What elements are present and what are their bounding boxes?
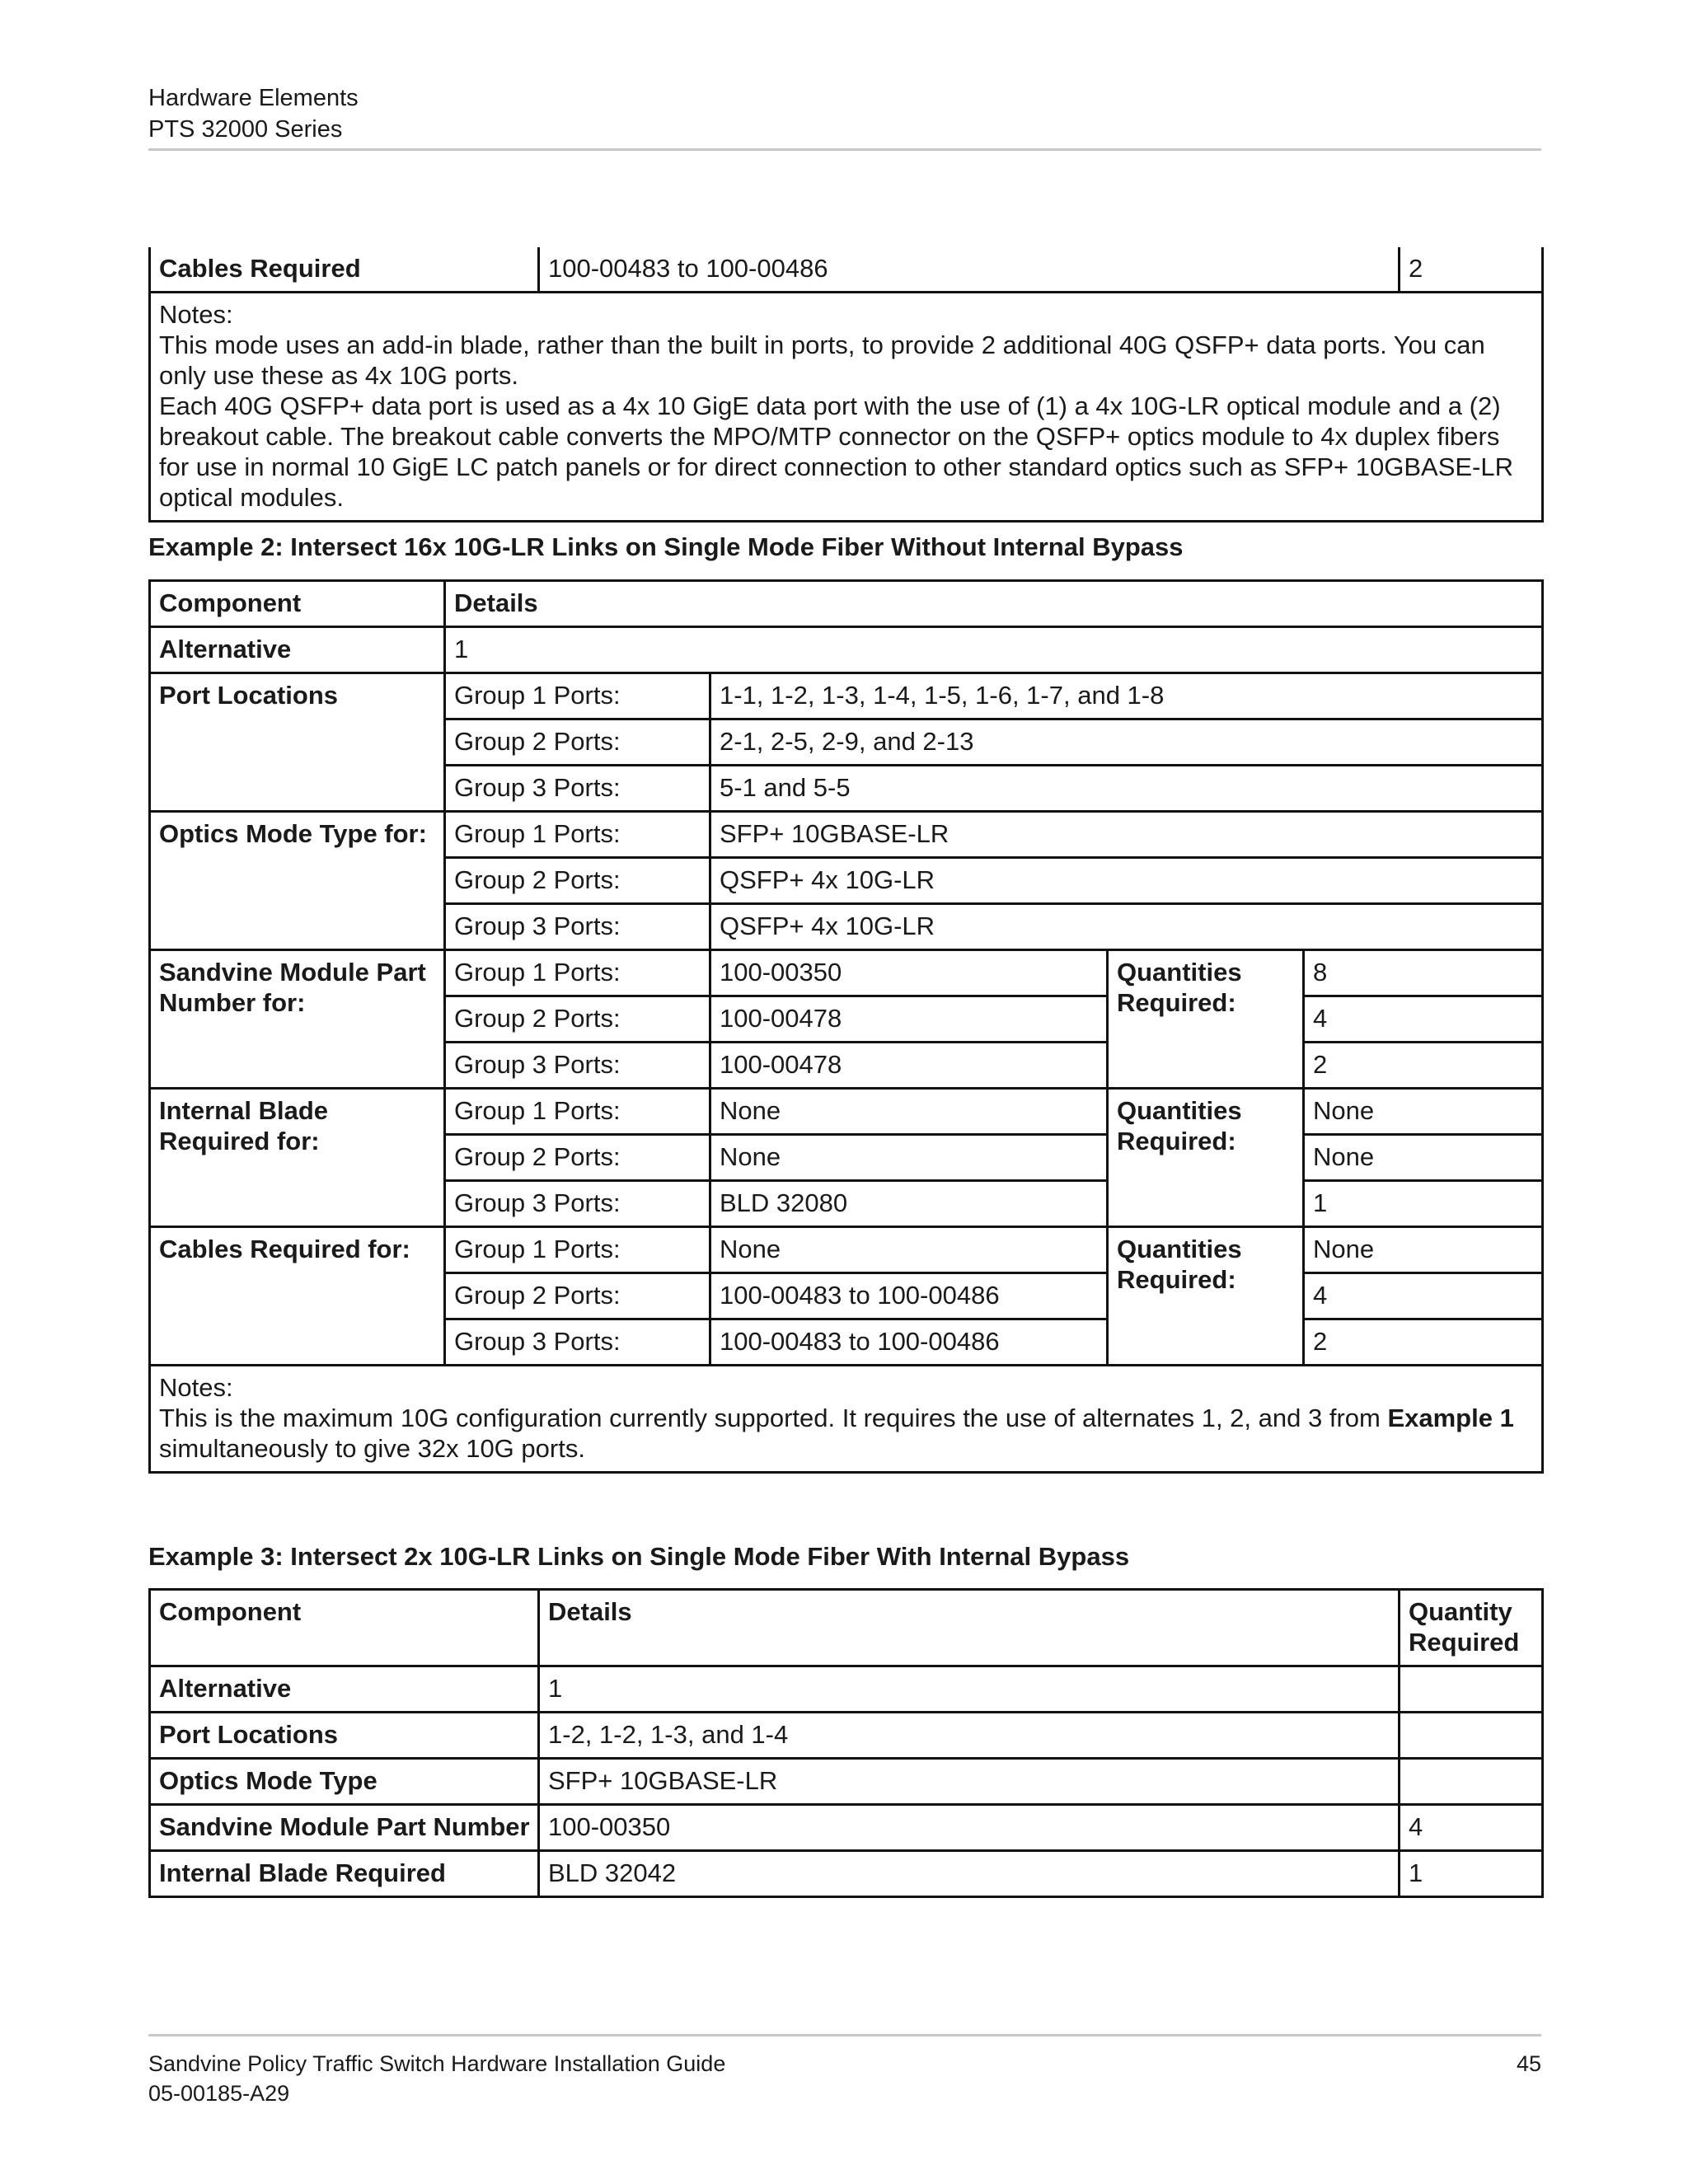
row-label: Internal Blade Required — [150, 1851, 539, 1897]
cables-qty: 4 — [1304, 1273, 1543, 1319]
cables-required-qty: 2 — [1400, 247, 1543, 293]
example3-table — [148, 1588, 1544, 1898]
table-row — [150, 1759, 1543, 1805]
optics-value: QSFP+ 4x 10G-LR — [710, 858, 1543, 904]
quantities-required-label: Quantities Required: — [1108, 1227, 1304, 1366]
group-label: Group 1 Ports: — [445, 673, 710, 719]
row-label: Sandvine Module Part Number — [150, 1805, 539, 1851]
table-row — [150, 1805, 1543, 1851]
blade-qty: None — [1304, 1135, 1543, 1181]
table-row — [150, 247, 1543, 293]
cables-qty: None — [1304, 1227, 1543, 1273]
column-header-details: Details — [445, 581, 1543, 627]
cables-qty: 2 — [1304, 1319, 1543, 1366]
table-row — [150, 293, 1543, 522]
page-number: 45 — [1516, 2051, 1541, 2076]
example1-continuation-table — [148, 247, 1544, 523]
footer-doc-number: 05-00185-A29 — [148, 2081, 290, 2106]
row-label: Alternative — [150, 1666, 539, 1713]
row-label: Port Locations — [150, 1713, 539, 1759]
row-label-alternative: Alternative — [150, 627, 445, 673]
table-header-row — [150, 581, 1543, 627]
example1-reference: Example 1 — [1387, 1404, 1514, 1432]
cables-value: 100-00483 to 100-00486 — [710, 1273, 1108, 1319]
cables-value: None — [710, 1227, 1108, 1273]
group-label: Group 3 Ports: — [445, 1319, 710, 1366]
table-row — [150, 1713, 1543, 1759]
quantities-required-label: Quantities Required: — [1108, 1089, 1304, 1227]
row-value: BLD 32042 — [539, 1851, 1400, 1897]
blade-qty: 1 — [1304, 1181, 1543, 1227]
notes-cell — [150, 1366, 1543, 1473]
group-label: Group 1 Ports: — [445, 950, 710, 996]
group-label: Group 3 Ports: — [445, 766, 710, 812]
header-divider — [148, 148, 1541, 151]
group-label: Group 2 Ports: — [445, 858, 710, 904]
port-locations-value: 5-1 and 5-5 — [710, 766, 1543, 812]
module-value: 100-00478 — [710, 996, 1108, 1043]
port-locations-value: 1-1, 1-2, 1-3, 1-4, 1-5, 1-6, 1-7, and 1-8 — [710, 673, 1543, 719]
group-label: Group 3 Ports: — [445, 1043, 710, 1089]
table-header-row — [150, 1590, 1543, 1666]
row-value: SFP+ 10GBASE-LR — [539, 1759, 1400, 1805]
table-row — [150, 950, 1543, 996]
column-header-component: Component — [150, 1590, 539, 1666]
row-label-optics-mode: Optics Mode Type for: — [150, 812, 445, 950]
group-label: Group 1 Ports: — [445, 812, 710, 858]
group-label: Group 2 Ports: — [445, 996, 710, 1043]
row-value: 100-00350 — [539, 1805, 1400, 1851]
module-qty: 2 — [1304, 1043, 1543, 1089]
table-row — [150, 1851, 1543, 1897]
group-label: Group 1 Ports: — [445, 1227, 710, 1273]
blade-qty: None — [1304, 1089, 1543, 1135]
blade-value: None — [710, 1135, 1108, 1181]
row-label-cables-required: Cables Required for: — [150, 1227, 445, 1366]
table-row — [150, 1089, 1543, 1135]
row-label-port-locations: Port Locations — [150, 673, 445, 812]
page-header — [148, 82, 1541, 145]
module-qty: 4 — [1304, 996, 1543, 1043]
notes-label: Notes: — [159, 1373, 233, 1402]
quantities-required-label: Quantities Required: — [1108, 950, 1304, 1089]
group-label: Group 3 Ports: — [445, 1181, 710, 1227]
notes-paragraph — [159, 1403, 1535, 1464]
row-label-module-part-number: Sandvine Module Part Number for: — [150, 950, 445, 1089]
optics-value: QSFP+ 4x 10G-LR — [710, 904, 1543, 950]
group-label: Group 1 Ports: — [445, 1089, 710, 1135]
row-label: Optics Mode Type — [150, 1759, 539, 1805]
notes-cell — [150, 293, 1543, 522]
table-row — [150, 1366, 1543, 1473]
header-product-series: PTS 32000 Series — [148, 116, 343, 143]
notes-paragraph: Each 40G QSFP+ data port is used as a 4x 10 GigE data port with the use of (1) a 4x 10G-LR optical module and a (2) breakout cable. The breakout cable converts the MPO/MTP connector on the QSFP+ optics module to 4x duplex fibers for use in normal 10 GigE LC patch panels or for direct connection to other standard optics such as SFP+ 10GBASE-LR optical modules. — [159, 391, 1513, 512]
row-qty — [1400, 1759, 1543, 1805]
page-footer — [148, 2049, 1541, 2108]
cables-value: 100-00483 to 100-00486 — [710, 1319, 1108, 1366]
group-label: Group 2 Ports: — [445, 1273, 710, 1319]
row-value: 1 — [539, 1666, 1400, 1713]
row-label-internal-blade: Internal Blade Required for: — [150, 1089, 445, 1227]
table-row — [150, 1227, 1543, 1273]
row-qty — [1400, 1713, 1543, 1759]
table-row — [150, 1666, 1543, 1713]
notes-text: This is the maximum 10G configuration currently supported. It requires the use of alternates 1, 2, and 3 from — [159, 1404, 1388, 1432]
row-qty: 4 — [1400, 1805, 1543, 1851]
port-locations-value: 2-1, 2-5, 2-9, and 2-13 — [710, 719, 1543, 766]
module-value: 100-00478 — [710, 1043, 1108, 1089]
column-header-quantity: Quantity Required — [1400, 1590, 1543, 1666]
table-row — [150, 673, 1543, 719]
footer-guide-title: Sandvine Policy Traffic Switch Hardware Installation Guide — [148, 2051, 726, 2076]
row-qty — [1400, 1666, 1543, 1713]
notes-text: simultaneously to give 32x 10G ports. — [159, 1434, 585, 1463]
example2-table — [148, 579, 1544, 1474]
group-label: Group 2 Ports: — [445, 1135, 710, 1181]
footer-divider — [148, 2034, 1541, 2036]
row-value: 1-2, 1-2, 1-3, and 1-4 — [539, 1713, 1400, 1759]
alternative-value: 1 — [445, 627, 1543, 673]
module-value: 100-00350 — [710, 950, 1108, 996]
cables-required-value: 100-00483 to 100-00486 — [539, 247, 1400, 293]
column-header-component: Component — [150, 581, 445, 627]
example3-heading: Example 3: Intersect 2x 10G-LR Links on Single Mode Fiber With Internal Bypass — [148, 1542, 1130, 1571]
row-qty: 1 — [1400, 1851, 1543, 1897]
optics-value: SFP+ 10GBASE-LR — [710, 812, 1543, 858]
module-qty: 8 — [1304, 950, 1543, 996]
column-header-details: Details — [539, 1590, 1400, 1666]
notes-label: Notes: — [159, 300, 233, 329]
table-row — [150, 812, 1543, 858]
blade-value: BLD 32080 — [710, 1181, 1108, 1227]
table-row — [150, 627, 1543, 673]
blade-value: None — [710, 1089, 1108, 1135]
cables-required-label: Cables Required — [150, 247, 539, 293]
group-label: Group 3 Ports: — [445, 904, 710, 950]
notes-paragraph: This mode uses an add-in blade, rather than the built in ports, to provide 2 additional 40G QSFP+ data ports. You can only use these as 4x 10G ports. — [159, 330, 1485, 390]
example2-heading: Example 2: Intersect 16x 10G-LR Links on Single Mode Fiber Without Internal Bypass — [148, 532, 1184, 561]
group-label: Group 2 Ports: — [445, 719, 710, 766]
header-section-title: Hardware Elements — [148, 85, 359, 111]
